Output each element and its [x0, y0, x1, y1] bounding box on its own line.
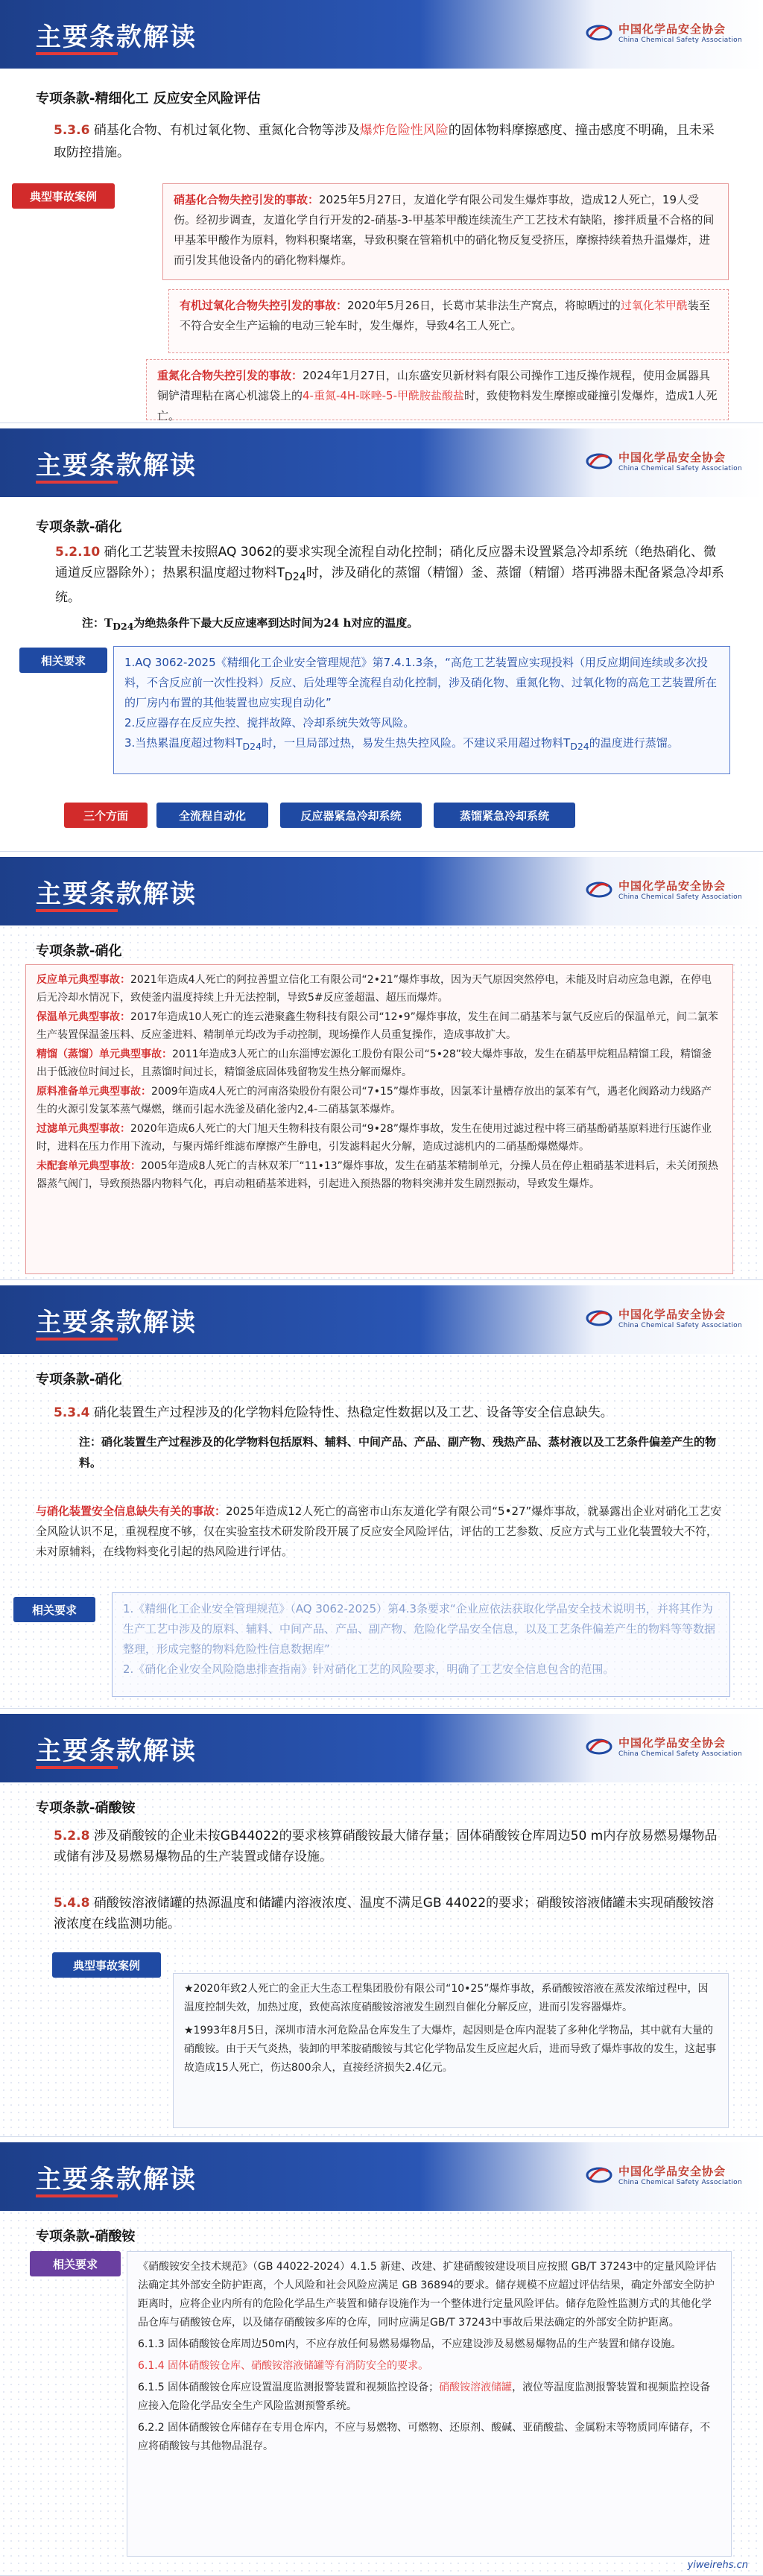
requirement-2: 2.反应器存在反应失控、搅拌故障、冷却系统失效等风险。	[124, 716, 415, 730]
clause-highlight: 爆炸危险性风险	[359, 123, 449, 138]
clause-5-2-8	[54, 1826, 724, 1867]
logo-en: China Chemical Safety Association	[618, 1322, 742, 1329]
slide-6	[0, 2142, 763, 2576]
item-text: 2021年造成4人死亡的阿拉善盟立信化工有限公司“2•21”爆炸事故，因为天气原因突然停电，未能及时启动应急电源，在停电后无冷却水情况下，致使釜内温度持续上升无法控制，导致5#反应釜超温、超压而爆炸。	[37, 974, 712, 1004]
item-text: 2020年造成6人死亡的大门旭天生物科技有限公司“9•28”爆炸事故，发生在使用过滤过程中将三硝基酚硝基原料进行压滤作业时，进料在压力作用下流动，与聚丙烯纤维滤布摩擦产生静电，引发滤料起火分解，造成过滤机内的二硝基酚爆燃爆炸。	[37, 1123, 712, 1153]
aspect-button-three[interactable]: 三个方面	[64, 803, 148, 828]
item-title: 反应单元典型事故：	[37, 974, 130, 986]
clause-5-3-4	[54, 1402, 724, 1424]
slide-header	[0, 1714, 763, 1782]
logo-emblem-icon	[586, 1307, 612, 1329]
slide-title: 主要条款解读	[36, 1736, 197, 1766]
title-underline	[36, 52, 118, 55]
requirements-box	[127, 2251, 732, 2557]
title-underline	[36, 481, 118, 484]
requirements-box	[113, 646, 730, 774]
p4-a: 6.1.5 固体硝酸铵仓库应设置温度监测报警装置和视频监控设备；	[138, 2382, 440, 2393]
case-box-3	[146, 359, 729, 423]
title-underline	[36, 2194, 118, 2197]
case-box-2	[168, 289, 729, 353]
item-text: 2005年造成8人死亡的吉林双苯厂“11•13”爆炸事故，发生在硝基苯精制单元，分操人员在停止粗硝基苯进料后，未关闭预热器蒸气阀门，导致预热器内物料气化，再启动粗硝基苯进料，引起进入预热器的物料突沸并发生剧烈振动，导致发生爆炸。	[37, 1160, 718, 1190]
slide-1	[0, 0, 763, 423]
list-item	[37, 1157, 722, 1193]
case-highlight: 4-重氮-4H-咪唑-5-甲酰胺盐酸盐	[303, 389, 464, 402]
case-box-1	[162, 183, 729, 280]
p4-b: ，液位等温度监测报警装置和视频监控设备应接入危险化学品安全生产风险监测预警系统。	[138, 2382, 711, 2412]
clause-number: 5.2.10	[55, 545, 101, 560]
case-block	[25, 1496, 733, 1576]
p4-highlight: 硝酸铵溶液储罐	[439, 2382, 513, 2393]
slide-4	[0, 1285, 763, 1709]
case-title: 有机过氧化合物失控引发的事故：	[180, 299, 348, 312]
requirement-p5: 6.2.2 固体硝酸铵仓库储存在专用仓库内，不应与易燃物、可燃物、还原剂、酸碱、亚硝酸盐、金属粉末等物质同库储存，不应将硝酸铵与其他物品混存。	[138, 2422, 711, 2452]
clause-text: 硝化装置生产过程涉及的化学物料危险特性、热稳定性数据以及工艺、设备等安全信息缺失。	[93, 1405, 613, 1420]
slide-title: 主要条款解读	[36, 879, 197, 909]
case-title: 硝基化合物失控引发的事故：	[174, 193, 320, 206]
clause-note: 注：硝化装置生产过程涉及的化学物料包括原料、辅料、中间产品、产品、副产物、残热产品、蒸材液以及工艺条件偏差产生的物料。	[79, 1435, 717, 1469]
requirement-tag: 相关要求	[13, 1597, 95, 1622]
list-item	[37, 1008, 722, 1044]
logo-cn: 中国化学品安全协会	[618, 1308, 726, 1321]
requirement-1: 1.《精细化工企业安全管理规范》（AQ 3062-2025）第4.3条要求“企业应依法获取化学品安全技术说明书，并将其作为生产工艺中涉及的原料、辅料、中间产品、产品、副产物、危险化学品安全信息，以及工艺条件偏差产生的物料等等数据整理，形成完整的物料危险性信息数据库”	[123, 1602, 716, 1656]
item-title: 保温单元典型事故：	[37, 1011, 130, 1023]
clause-5-4-8	[54, 1893, 724, 1934]
requirement-p1: 《硝酸铵安全技术规范》（GB 44022-2024）4.1.5 新建、改建、扩建硝酸铵建设项目应按照 GB/T 37243中的定量风险评估法确定其外部安全防护距离，个人风险和社会风险应满足 GB 36894的要求。储存规模不应超过评估结果，确定外部安全防护距离时，应将企业内所有的危险化学品生产装置和储存设施作为一个整体进行定量风险评估。储存危险性监测方式的其他化学品仓库与硝酸铵仓库，以及储存硝酸铵多库的仓库，同时应满足GB/T 37243中事故后果法确定的外部安全防护距离。	[138, 2261, 717, 2329]
clause-text: 涉及硝酸铵的企业未按GB44022的要求核算硝酸铵最大储存量；固体硝酸铵仓库周边50 m内存放易燃易爆物品或储有涉及易燃易爆物品的生产装置或储存设施。	[54, 1829, 718, 1864]
logo-emblem-icon	[586, 879, 612, 901]
case-text: 2025年造成12人死亡的高密市山东友道化学有限公司“5•27”爆炸事故，就暴露出企业对硝化工艺安全风险认识不足，重视程度不够，仅在实验室技术研发阶段开展了反应安全风险评估，评估的工艺参数、反应方式与工业化装置较大不符，未对原辅料，在线物料变化引起的热风险进行评估。	[36, 1504, 722, 1558]
case-text-end: 时，致使物料发生摩擦或碰撞引发爆炸，造成1人死亡。	[157, 389, 718, 423]
slide-title: 主要条款解读	[36, 451, 197, 481]
clause-number: 5.4.8	[54, 1896, 90, 1911]
item-title: 原料准备单元典型事故：	[37, 1086, 151, 1098]
item-title: 未配套单元典型事故：	[37, 1160, 141, 1172]
logo-en: China Chemical Safety Association	[618, 2179, 742, 2186]
clause-text: 硝基化合物、有机过氧化物、重氮化合物等涉及	[93, 123, 360, 138]
clause-number: 5.2.8	[54, 1829, 90, 1844]
case-item-1: ★2020年致2人死亡的金正大生态工程集团股份有限公司“10•25”爆炸事故，系硝酸铵溶液在蒸发浓缩过程中，因温度控制失效，加热过度，致使高浓度硝酸铵溶液发生剧烈自催化分解反应，进而引发容器爆炸。	[184, 1983, 709, 2013]
note-text: 为绝热条件下最大反应速率到达时间为24 h对应的温度。	[133, 616, 419, 630]
requirement-tag: 相关要求	[30, 2251, 121, 2276]
slide-header	[0, 1285, 763, 1354]
slide-header	[0, 0, 763, 69]
logo-cn: 中国化学品安全协会	[618, 879, 726, 893]
requirement-p2: 6.1.3 固体硝酸铵仓库周边50m内，不应存放任何易燃易爆物品，不应建设涉及易燃易爆物品的生产装置和储存设施。	[138, 2338, 682, 2350]
logo-emblem-icon	[586, 1735, 612, 1758]
title-underline	[36, 1338, 118, 1341]
requirement-p4	[138, 2379, 721, 2416]
case-title: 重氮化合物失控引发的事故：	[157, 369, 303, 382]
clause-text-end: 时，涉及硝化的蒸馏（精馏）釜、蒸馏（精馏）塔再沸器未配备紧急冷却系统。	[55, 566, 724, 606]
case-box	[173, 1973, 729, 2128]
association-logo	[586, 2163, 742, 2186]
slide-title: 主要条款解读	[36, 22, 197, 52]
item-text: 2017年造成10人死亡的连云港聚鑫生物科技有限公司“12•9”爆炸事故，发生在间二硝基苯与氯气反应后的保温单元，间二氯苯生产装置保温釜压料、反应釜进料、精制单元均改为手动控制，现场操作人员重复操作，造成事故扩大。	[37, 1011, 718, 1041]
section-title: 专项条款-硝酸铵	[36, 1800, 136, 1816]
clause-text: 硝酸铵溶液储罐的热源温度和储罐内溶液浓度、温度不满足GB 44022的要求；硝酸铵溶液储罐未实现硝酸铵溶液浓度在线监测功能。	[54, 1896, 715, 1931]
req3-a: 3.当热累温度超过物料T	[124, 736, 243, 750]
case-tag: 典型事故案例	[52, 1952, 161, 1978]
aspect-button-distill-cooling[interactable]: 蒸馏紧急冷却系统	[434, 803, 575, 828]
association-logo	[586, 878, 742, 901]
title-underline	[36, 909, 118, 912]
list-item	[37, 1083, 722, 1118]
requirement-p3: 6.1.4 固体硝酸铵仓库、硝酸铵溶液储罐等有消防安全的要求。	[138, 2360, 429, 2372]
case-item-2: ★1993年8月5日，深圳市清水河危险品仓库发生了大爆炸，起因则是仓库内混装了多种化学物品，其中就有大量的硝酸铵。由于天气炎热，装卸的甲苯胺硝酸铵与其它化学物品发生反应起火后，进而导致了爆炸事故的发生，这起事故造成15人死亡，伤达800余人，直接经济损失2.4亿元。	[184, 2025, 716, 2074]
accident-list	[25, 964, 733, 1274]
logo-cn: 中国化学品安全协会	[618, 2165, 726, 2178]
logo-en: China Chemical Safety Association	[618, 893, 742, 901]
slide-title: 主要条款解读	[36, 1308, 197, 1338]
logo-en: China Chemical Safety Association	[618, 465, 742, 472]
section-title: 专项条款-硝酸铵	[36, 2229, 136, 2244]
requirement-3: 3.当热累温度超过物料$T_{D24}$时，一旦局部过热，易发生热失控风险。不建议采用超过物料$T_{D24}$的温度进行蒸馏。	[124, 736, 679, 752]
section-title: 专项条款-硝化	[36, 519, 122, 535]
list-item	[37, 971, 722, 1007]
association-logo	[586, 21, 742, 44]
requirement-tag: 相关要求	[19, 648, 107, 673]
list-item	[37, 1120, 722, 1156]
requirement-1: 1.AQ 3062-2025《精细化工企业安全管理规范》第7.4.1.3条，“高危工艺装置应实现投料（用反应期间连续或多次投料，不含反应前一次性投料）反应、后处理等全流程自动化控制，涉及硝化物、重氮化物、过氧化物的高危工艺装置所在的厂房内布置的其他装置也应实现自动化”	[124, 656, 718, 709]
watermark-url[interactable]: yiweirehs.cn	[687, 2560, 748, 2571]
case-text: 2020年5月26日，长葛市某非法生产窝点，将晾晒过的	[347, 299, 621, 312]
clause-5-2-10: 5.2.10 硝化工艺装置未按照AQ 3062的要求实现全流程自动化控制；硝化反应器未设置紧急冷却系统（绝热硝化、微通道反应器除外）；热累积温度超过物料$T_{D24}$时，涉及硝化的蒸馏（精馏）釜、蒸馏（精馏）塔再沸器未配备紧急冷却系统。	[55, 545, 724, 606]
logo-en: China Chemical Safety Association	[618, 1750, 742, 1758]
slide-title: 主要条款解读	[36, 2165, 197, 2194]
section-title: 专项条款-硝化	[36, 1372, 122, 1387]
slide-5	[0, 1714, 763, 2137]
slide-header	[0, 428, 763, 497]
item-title: 精馏（蒸馏）单元典型事故：	[37, 1048, 172, 1060]
case-highlight: 过氧化苯甲酰	[620, 299, 688, 312]
clause-text-end: 的固体物料摩擦感度、撞击感度不明确，且未采取防控措施。	[54, 123, 715, 160]
req3-b: 时，一旦局部过热，易发生热失控风险。不建议采用超过物料T	[262, 736, 571, 750]
logo-emblem-icon	[586, 2164, 612, 2186]
list-item	[37, 1045, 722, 1081]
section-title: 专项条款-硝化	[36, 943, 122, 959]
title-underline	[36, 1766, 118, 1769]
slide-3	[0, 857, 763, 1280]
requirements-box	[112, 1592, 730, 1697]
case-text: 2025年5月27日，友道化学有限公司发生爆炸事故，造成12人死亡，19人受伤。经初步调查，友道化学自行开发的2-硝基-3-甲基苯甲酸连续流生产工艺技术有缺陷，掺拌质量不合格的间甲基苯甲酸作为原料，物料积聚堵塞，导致积聚在管箱机中的硝化物反复受挤压，摩擦持续着热升温爆炸，进而引发其他设备内的硝化物料爆炸。	[174, 193, 715, 267]
item-title: 过滤单元典型事故：	[37, 1123, 130, 1135]
case-tag: 典型事故案例	[12, 183, 115, 209]
item-text: 2011年造成3人死亡的山东淄博宏源化工股份有限公司“5•28”较大爆炸事故，发生在硝基甲烷粗品精馏工段，精馏釜出于低液位时间过长，且蒸馏时间过长，精馏釜底固体残留物发生热分解而爆炸。	[37, 1048, 712, 1078]
note-lead: 注：T	[82, 616, 113, 630]
logo-emblem-icon	[586, 450, 612, 472]
clause-5-3-6	[54, 119, 724, 164]
clause-number: 5.3.4	[54, 1405, 90, 1420]
clause-note: 注：$T_{D24}$为绝热条件下最大反应速率到达时间为24 h对应的温度。	[82, 616, 419, 632]
logo-cn: 中国化学品安全协会	[618, 22, 726, 36]
association-logo	[586, 449, 742, 472]
slide-header	[0, 857, 763, 925]
slide-2	[0, 428, 763, 852]
slide-header	[0, 2142, 763, 2211]
case-title: 与硝化装置安全信息缺失有关的事故：	[36, 1504, 227, 1518]
aspect-button-automation[interactable]: 全流程自动化	[156, 803, 268, 828]
aspect-button-reactor-cooling[interactable]: 反应器紧急冷却系统	[280, 803, 422, 828]
logo-cn: 中国化学品安全协会	[618, 1736, 726, 1750]
case-text-end: 装至不符合安全生产运输的电动三轮车时，发生爆炸，导致4名工人死亡。	[180, 299, 710, 332]
case-text: 2024年1月27日，山东盛安贝新材料有限公司操作工违反操作规程，使用金属器具铜铲清理粘在离心机滤袋上的	[157, 369, 710, 402]
logo-cn: 中国化学品安全协会	[618, 451, 726, 464]
section-title: 专项条款-精细化工 反应安全风险评估	[36, 91, 261, 107]
association-logo	[586, 1735, 742, 1758]
req3-c: 的温度进行蒸馏。	[589, 736, 679, 750]
clause-number: 5.3.6	[54, 123, 90, 138]
requirement-2: 2.《硝化企业安全风险隐患排查指南》针对硝化工艺的风险要求，明确了工艺安全信息包含的范围。	[123, 1662, 615, 1676]
clause-text: 硝化工艺装置未按照AQ 3062的要求实现全流程自动化控制；硝化反应器未设置紧急冷却系统（绝热硝化、微通道反应器除外）；热累积温度超过物料T	[55, 545, 717, 580]
logo-emblem-icon	[586, 22, 612, 44]
association-logo	[586, 1306, 742, 1329]
item-text: 2009年造成4人死亡的河南洛染股份有限公司“7•15”爆炸事故，因氯苯计量槽存放出的氯苯有气，遇老化阀路动力线路产生的火源引发氯苯蒸气爆燃，继而引起水洗釜及硝化釜内2,4-二硝基氯苯爆炸。	[37, 1086, 712, 1115]
logo-en: China Chemical Safety Association	[618, 37, 742, 44]
